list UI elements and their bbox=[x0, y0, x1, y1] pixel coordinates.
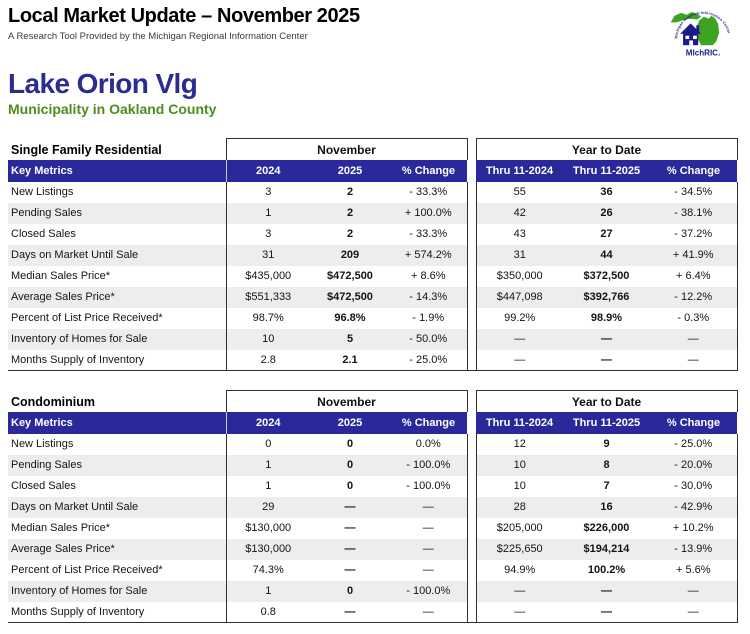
condominium-table bbox=[8, 390, 738, 623]
house-icon bbox=[680, 23, 701, 45]
key-metrics-label: Key Metrics bbox=[11, 164, 73, 177]
metric-value: $447,098 bbox=[476, 287, 563, 308]
metric-value: 2 bbox=[346, 228, 354, 241]
metric-label: Months Supply of Inventory bbox=[8, 350, 226, 371]
col-header-thru-2024: Thru 11-2024 bbox=[485, 164, 554, 177]
metric-value: — bbox=[344, 564, 356, 577]
metric-value: 0.8 bbox=[226, 602, 310, 623]
col-header-2025: 2025 bbox=[337, 164, 363, 177]
michigan-logo-graphic bbox=[665, 1, 741, 59]
metric-value: + 574.2% bbox=[390, 245, 467, 266]
column-gap bbox=[467, 560, 476, 581]
metric-value: — bbox=[563, 350, 650, 371]
metric-label: New Listings bbox=[11, 186, 74, 199]
metric-value: 1 bbox=[226, 203, 310, 224]
metric-value: $130,000 bbox=[226, 518, 310, 539]
location-name: Lake Orion Vlg bbox=[8, 68, 198, 99]
metric-value: 2.1 bbox=[310, 350, 390, 371]
metric-value: 2 bbox=[346, 186, 354, 199]
metric-value: — bbox=[344, 501, 356, 514]
metric-value: + 6.4% bbox=[650, 266, 737, 287]
metric-value: 10 bbox=[476, 476, 563, 497]
metric-value: 36 bbox=[600, 186, 613, 199]
metric-value: - 1.9% bbox=[390, 308, 467, 329]
metric-value: — bbox=[344, 522, 356, 535]
metric-label: Average Sales Price* bbox=[11, 543, 115, 556]
metric-value: - 38.1% bbox=[650, 203, 737, 224]
metric-value: 42 bbox=[476, 203, 563, 224]
michigan-lower-peninsula-shape bbox=[696, 16, 719, 45]
metric-value: + 8.6% bbox=[390, 266, 467, 287]
key-metrics-header-row bbox=[8, 160, 737, 182]
col-header-2024: 2024 bbox=[226, 412, 310, 434]
table-row bbox=[8, 518, 737, 539]
metric-value: — bbox=[344, 543, 356, 556]
november-group-header: November bbox=[226, 391, 467, 412]
metric-label: Average Sales Price* bbox=[11, 291, 115, 304]
metric-value: 0.0% bbox=[390, 434, 467, 455]
metric-value: 0 bbox=[226, 434, 310, 455]
metric-value: — bbox=[390, 539, 467, 560]
table-row bbox=[8, 182, 737, 203]
metric-value: + 41.9% bbox=[650, 245, 737, 266]
column-gap bbox=[467, 308, 476, 329]
column-gap bbox=[467, 203, 476, 224]
column-gap bbox=[467, 518, 476, 539]
metric-value: 0 bbox=[346, 480, 354, 493]
col-header-thru-2025: Thru 11-2025 bbox=[572, 164, 641, 177]
metric-label: Inventory of Homes for Sale bbox=[11, 585, 148, 598]
metric-value: - 25.0% bbox=[390, 350, 467, 371]
metric-value: - 50.0% bbox=[390, 329, 467, 350]
table-row bbox=[8, 539, 737, 560]
table-row bbox=[8, 434, 737, 455]
table-row bbox=[8, 287, 737, 308]
table-row bbox=[8, 266, 737, 287]
metric-value: - 20.0% bbox=[650, 455, 737, 476]
metric-value: 2.8 bbox=[226, 350, 310, 371]
metric-value: 7 bbox=[603, 480, 610, 493]
table-row bbox=[8, 497, 737, 518]
metric-value: $350,000 bbox=[476, 266, 563, 287]
metric-value: + 10.2% bbox=[650, 518, 737, 539]
key-metrics-label: Key Metrics bbox=[11, 416, 73, 429]
metric-label: Median Sales Price* bbox=[11, 522, 111, 535]
col-header-pct-change-ytd: % Change bbox=[666, 416, 721, 429]
metric-value: 98.7% bbox=[226, 308, 310, 329]
table-row bbox=[8, 350, 737, 371]
metric-value: 94.9% bbox=[476, 560, 563, 581]
column-gap bbox=[467, 434, 476, 455]
metric-value: $435,000 bbox=[226, 266, 310, 287]
metric-value: — bbox=[476, 581, 563, 602]
metric-value: 2 bbox=[346, 207, 354, 220]
metric-label: Median Sales Price* bbox=[11, 270, 111, 283]
col-header-pct-change: % Change bbox=[401, 164, 456, 177]
metric-value: 0 bbox=[346, 585, 354, 598]
metric-value: 27 bbox=[600, 228, 613, 241]
metric-value: 10 bbox=[476, 455, 563, 476]
metric-value: — bbox=[390, 602, 467, 623]
metric-value: — bbox=[601, 585, 612, 598]
column-gap bbox=[467, 350, 476, 371]
metric-value: 9 bbox=[603, 438, 610, 451]
metric-value: — bbox=[310, 602, 390, 623]
metric-value: - 0.3% bbox=[650, 308, 737, 329]
metric-value: 209 bbox=[340, 249, 360, 262]
metric-value: - 30.0% bbox=[650, 476, 737, 497]
metric-value: 43 bbox=[476, 224, 563, 245]
column-gap bbox=[467, 139, 476, 160]
col-header-2025: 2025 bbox=[337, 416, 363, 429]
metric-value: - 12.2% bbox=[650, 287, 737, 308]
single-family-table bbox=[8, 138, 738, 371]
group-header-row bbox=[8, 139, 737, 160]
metric-value: - 33.3% bbox=[390, 224, 467, 245]
table-row bbox=[8, 602, 737, 623]
metric-value: 1 bbox=[226, 455, 310, 476]
report-subtitle: A Research Tool Provided by the Michigan Regional Information Center bbox=[8, 31, 308, 42]
metric-value: — bbox=[390, 518, 467, 539]
column-gap bbox=[467, 266, 476, 287]
logo-abbr-text: MIchRIC. bbox=[685, 48, 721, 58]
metric-value: — bbox=[563, 602, 650, 623]
column-gap bbox=[467, 602, 476, 623]
metric-value: — bbox=[390, 560, 467, 581]
metric-value: 12 bbox=[476, 434, 563, 455]
metric-value: 1 bbox=[226, 581, 310, 602]
metric-value: — bbox=[476, 350, 563, 371]
column-gap bbox=[467, 245, 476, 266]
metric-value: 31 bbox=[476, 245, 563, 266]
metric-value: — bbox=[390, 497, 467, 518]
metric-value: 5 bbox=[346, 333, 354, 346]
metric-value: — bbox=[476, 329, 563, 350]
metric-value: 26 bbox=[600, 207, 613, 220]
metric-value: + 100.0% bbox=[390, 203, 467, 224]
metric-value: - 13.9% bbox=[650, 539, 737, 560]
metric-value: + 5.6% bbox=[650, 560, 737, 581]
metric-value: - 14.3% bbox=[390, 287, 467, 308]
metric-value: - 25.0% bbox=[650, 434, 737, 455]
metric-value: $472,500 bbox=[327, 270, 373, 283]
table-title: Condominium bbox=[11, 394, 96, 409]
metric-value: — bbox=[650, 350, 737, 371]
michric-logo bbox=[665, 1, 741, 59]
table-row bbox=[8, 455, 737, 476]
metric-value: $551,333 bbox=[226, 287, 310, 308]
november-group-header: November bbox=[226, 139, 467, 160]
group-header-row bbox=[8, 391, 737, 412]
year-to-date-group-header: Year to Date bbox=[476, 391, 737, 412]
metric-label: Closed Sales bbox=[11, 228, 76, 241]
column-gap bbox=[467, 182, 476, 203]
column-gap bbox=[467, 329, 476, 350]
metric-value: — bbox=[650, 581, 737, 602]
column-gap bbox=[467, 412, 476, 434]
metric-value: $130,000 bbox=[226, 539, 310, 560]
column-gap bbox=[467, 539, 476, 560]
column-gap bbox=[467, 476, 476, 497]
col-header-thru-2024: Thru 11-2024 bbox=[485, 416, 554, 429]
metric-label: Percent of List Price Received* bbox=[11, 312, 163, 325]
metric-value: 74.3% bbox=[226, 560, 310, 581]
metric-value: 0 bbox=[346, 459, 354, 472]
metric-value: 96.8% bbox=[334, 312, 366, 325]
column-gap bbox=[467, 581, 476, 602]
metric-value: 10 bbox=[226, 329, 310, 350]
col-header-thru-2025: Thru 11-2025 bbox=[572, 416, 641, 429]
metric-value: - 100.0% bbox=[390, 476, 467, 497]
metric-value: - 33.3% bbox=[390, 182, 467, 203]
metric-value: - 100.0% bbox=[390, 455, 467, 476]
metric-value: 3 bbox=[226, 182, 310, 203]
metric-label: New Listings bbox=[11, 438, 74, 451]
table-title: Single Family Residential bbox=[11, 142, 162, 157]
metric-label: Pending Sales bbox=[11, 459, 82, 472]
table-row bbox=[8, 203, 737, 224]
column-gap bbox=[467, 287, 476, 308]
metric-value: 55 bbox=[476, 182, 563, 203]
location-subtitle: Municipality in Oakland County bbox=[8, 101, 217, 118]
metric-value: 0 bbox=[346, 438, 354, 451]
metric-value: $226,000 bbox=[583, 522, 630, 535]
metric-value: — bbox=[476, 602, 563, 623]
metric-label: Percent of List Price Received* bbox=[11, 564, 163, 577]
key-metrics-header-row bbox=[8, 412, 737, 434]
column-gap bbox=[467, 224, 476, 245]
column-gap bbox=[467, 497, 476, 518]
metric-label: Closed Sales bbox=[11, 480, 76, 493]
metric-value: — bbox=[650, 602, 737, 623]
metric-value: $194,214 bbox=[583, 543, 630, 556]
table-row bbox=[8, 581, 737, 602]
table-row bbox=[8, 224, 737, 245]
metric-value: 44 bbox=[600, 249, 613, 262]
year-to-date-group-header: Year to Date bbox=[476, 139, 737, 160]
metric-label: Pending Sales bbox=[11, 207, 82, 220]
report-title: Local Market Update – November 2025 bbox=[8, 5, 360, 27]
metric-value: — bbox=[650, 329, 737, 350]
metric-value: 98.9% bbox=[590, 312, 623, 325]
metric-value: 100.2% bbox=[587, 564, 626, 577]
metric-value: $205,000 bbox=[476, 518, 563, 539]
metric-value: 28 bbox=[476, 497, 563, 518]
metric-value: - 100.0% bbox=[390, 581, 467, 602]
metric-value: $372,500 bbox=[583, 270, 630, 283]
col-header-pct-change-ytd: % Change bbox=[666, 164, 721, 177]
metric-value: $472,500 bbox=[327, 291, 373, 304]
metric-label: Months Supply of Inventory bbox=[8, 602, 226, 623]
table-row bbox=[8, 245, 737, 266]
metric-label: Days on Market Until Sale bbox=[11, 249, 139, 262]
metric-value: 31 bbox=[226, 245, 310, 266]
metric-value: 3 bbox=[226, 224, 310, 245]
metric-value: 29 bbox=[226, 497, 310, 518]
col-header-2024: 2024 bbox=[226, 160, 310, 182]
col-header-pct-change: % Change bbox=[401, 416, 456, 429]
table-row bbox=[8, 308, 737, 329]
column-gap bbox=[467, 455, 476, 476]
metric-value: — bbox=[601, 333, 612, 346]
metric-value: - 37.2% bbox=[650, 224, 737, 245]
metric-label: Days on Market Until Sale bbox=[11, 501, 139, 514]
logo-arc-text: Michigan Regional Information Center bbox=[674, 10, 731, 39]
metric-value: - 34.5% bbox=[650, 182, 737, 203]
column-gap bbox=[467, 391, 476, 412]
metric-value: $392,766 bbox=[583, 291, 630, 304]
metric-value: 1 bbox=[226, 476, 310, 497]
metric-value: 8 bbox=[603, 459, 610, 472]
column-gap bbox=[467, 160, 476, 182]
metric-value: $225,650 bbox=[476, 539, 563, 560]
metric-value: - 42.9% bbox=[650, 497, 737, 518]
metric-label: Inventory of Homes for Sale bbox=[11, 333, 148, 346]
table-row bbox=[8, 329, 737, 350]
table-row bbox=[8, 560, 737, 581]
metric-value: 99.2% bbox=[476, 308, 563, 329]
table-row bbox=[8, 476, 737, 497]
metric-value: 16 bbox=[600, 501, 613, 514]
